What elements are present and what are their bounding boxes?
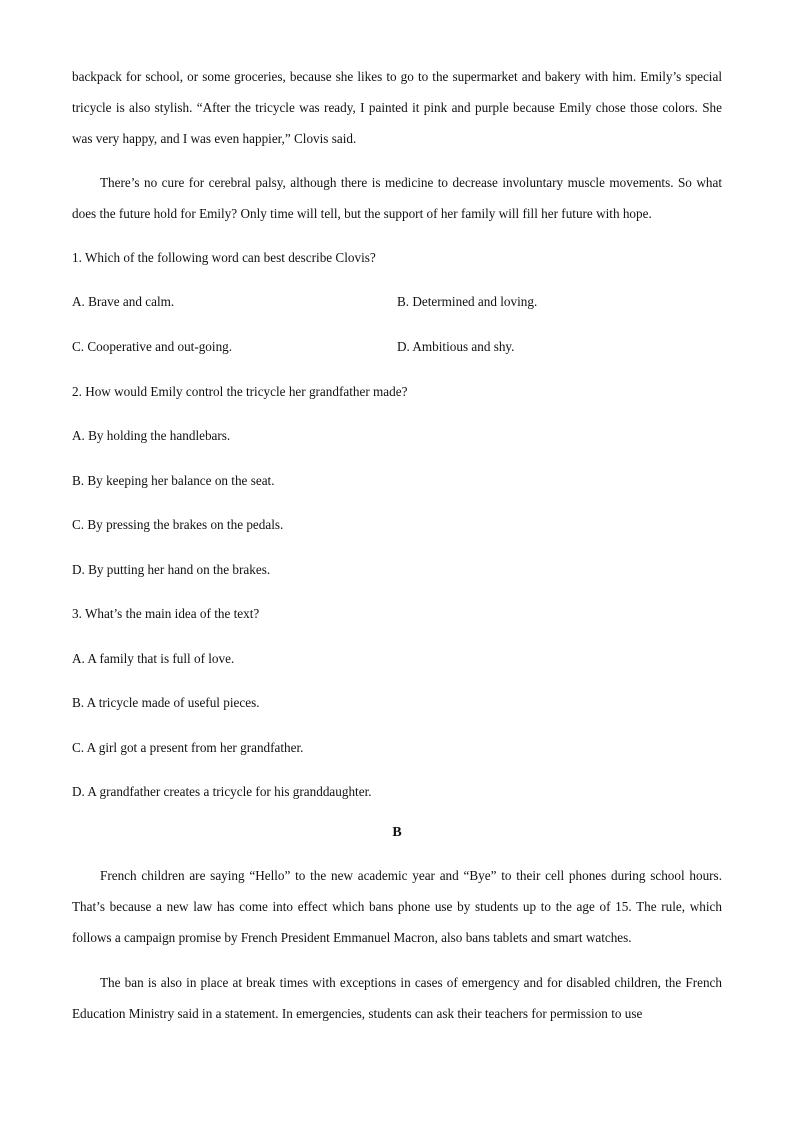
question-3-option-b: B. A tricycle made of useful pieces.: [72, 695, 260, 710]
question-2-option-d: D. By putting her hand on the brakes.: [72, 562, 271, 577]
question-1-option-c: C. Cooperative and out-going.: [72, 339, 233, 354]
question-2-option-a: A. By holding the handlebars.: [72, 428, 231, 443]
question-2-option-b: B. By keeping her balance on the seat.: [72, 473, 275, 488]
question-1-option-d: D. Ambitious and shy.: [397, 339, 515, 354]
passage-b-paragraph-2: The ban is also in place at break times with exceptions in cases of emergency and for disabled children, the French Education Ministry said in a statement. In emergencies, students can ask their teachers for permission to use: [72, 975, 722, 1022]
question-1-option-b: B. Determined and loving.: [397, 294, 538, 309]
question-1-stem: 1. Which of the following word can best describe Clovis?: [72, 250, 376, 265]
passage-a-paragraph-1: backpack for school, or some groceries, because she likes to go to the supermarket and bakery with him. Emily’s special tricycle is also stylish. “After the tricycle was ready, I painted it pink and purple because Emily chose those colors. She was very happy, and I was even happier,” Clovis said.: [72, 69, 722, 147]
question-2-option-c: C. By pressing the brakes on the pedals.: [72, 517, 284, 532]
question-2-stem: 2. How would Emily control the tricycle her grandfather made?: [72, 384, 408, 399]
passage-a-paragraph-2: There’s no cure for cerebral palsy, although there is medicine to decrease involuntary muscle movements. So what does the future hold for Emily? Only time will tell, but the support of her family will fill her future with hope.: [72, 175, 722, 222]
section-b-heading: B: [392, 825, 402, 840]
question-3-stem: 3. What’s the main idea of the text?: [72, 606, 260, 621]
question-3-option-d: D. A grandfather creates a tricycle for his granddaughter.: [72, 784, 372, 799]
question-3-option-c: C. A girl got a present from her grandfather.: [72, 740, 304, 755]
passage-b-paragraph-1: French children are saying “Hello” to the new academic year and “Bye” to their cell phones during school hours. That’s because a new law has come into effect which bans phone use by students up to the age of 15. The rule, which follows a campaign promise by French President Emmanuel Macron, also bans tablets and smart watches.: [72, 868, 722, 946]
question-1-option-a: A. Brave and calm.: [72, 294, 175, 309]
question-3-option-a: A. A family that is full of love.: [72, 651, 235, 666]
